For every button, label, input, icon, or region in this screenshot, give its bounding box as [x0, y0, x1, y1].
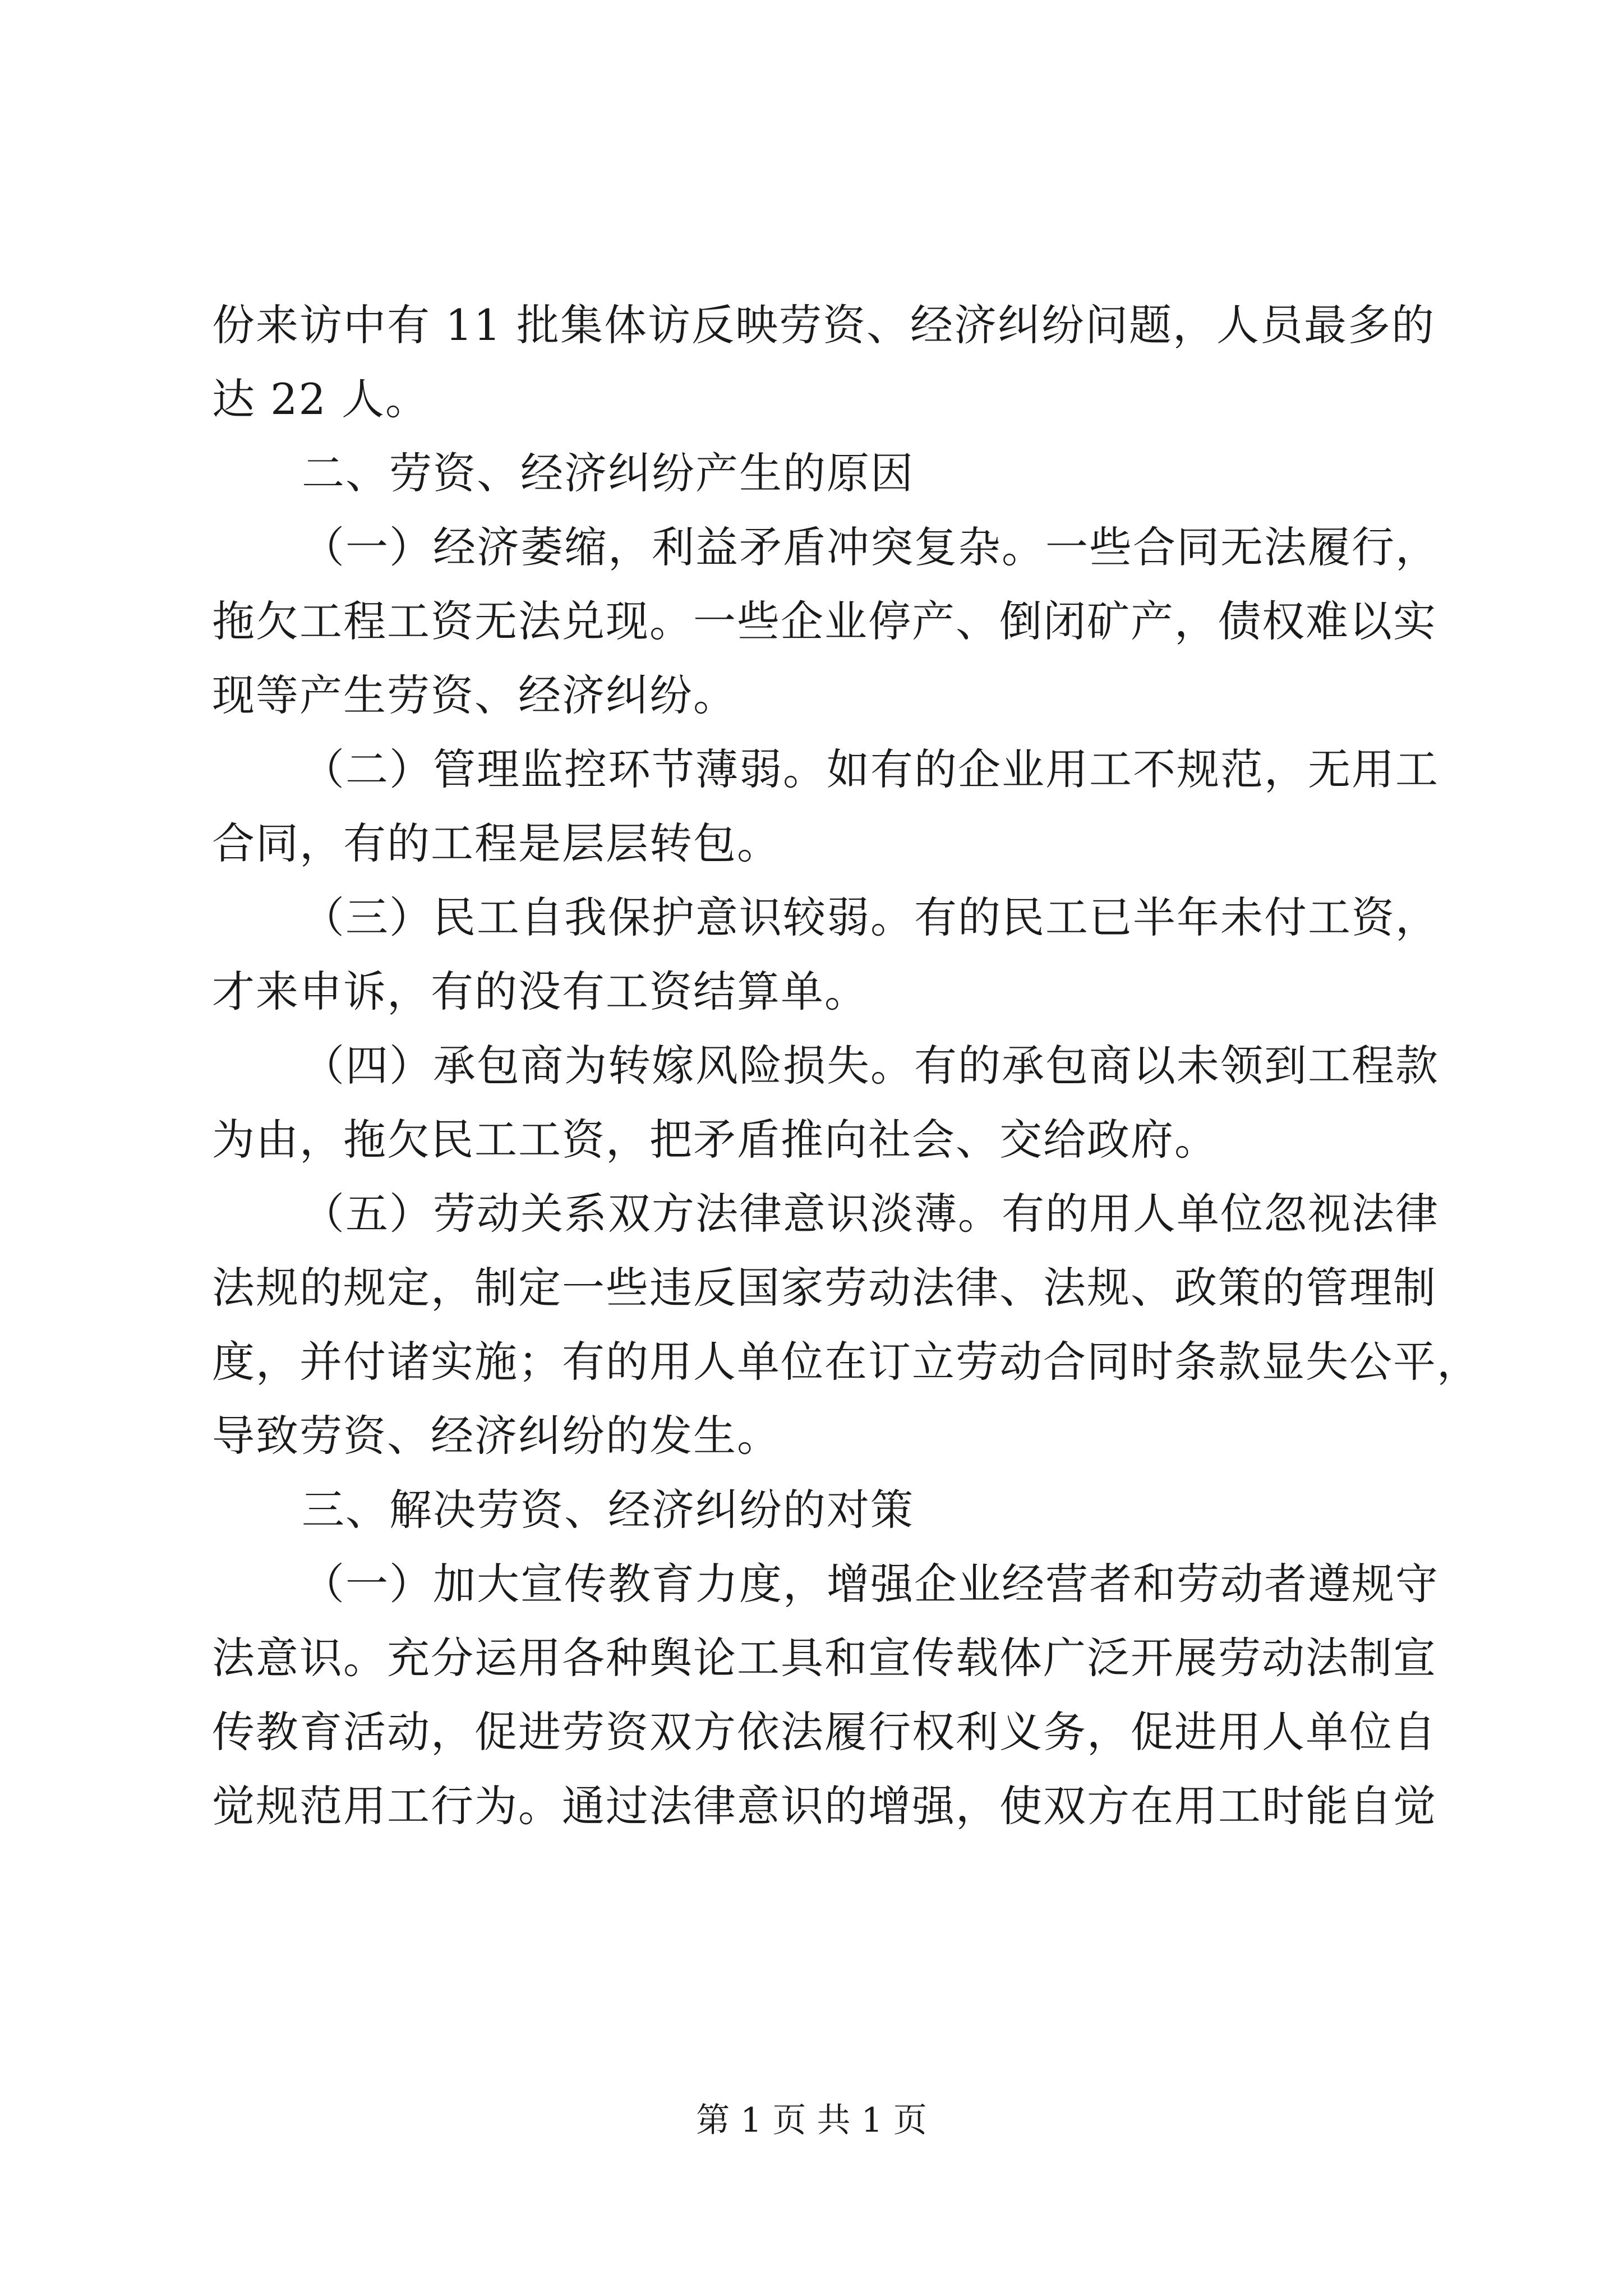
- text-line: 法规的规定，制定一些违反国家劳动法律、法规、政策的管理制: [212, 1263, 1437, 1313]
- section-heading: 二、劳资、经济纠纷产生的原因: [302, 448, 914, 498]
- text-line: （一）经济萎缩，利益矛盾冲突复杂。一些合同无法履行，: [302, 522, 1439, 572]
- text-line: 拖欠工程工资无法兑现。一些企业停产、倒闭矿产，债权难以实: [212, 596, 1437, 646]
- text-line: 法意识。充分运用各种舆论工具和宣传载体广泛开展劳动法制宣: [212, 1633, 1437, 1683]
- text-line: 导致劳资、经济纠纷的发生。: [212, 1411, 781, 1461]
- text-line: 传教育活动，促进劳资双方依法履行权利义务，促进用人单位自: [212, 1707, 1437, 1757]
- text-line: 觉规范用工行为。通过法律意识的增强，使双方在用工时能自觉: [212, 1781, 1437, 1831]
- text-line: 才来申诉，有的没有工资结算单。: [212, 967, 868, 1016]
- text-line: （一）加大宣传教育力度，增强企业经营者和劳动者遵规守: [302, 1559, 1439, 1609]
- text-line: （五）劳动关系双方法律意识淡薄。有的用人单位忽视法律: [302, 1189, 1439, 1239]
- page-number-footer: 第 1 页 共 1 页: [696, 2101, 927, 2140]
- text-line: 现等产生劳资、经济纠纷。: [212, 670, 737, 720]
- section-heading: 三、解决劳资、经济纠纷的对策: [302, 1485, 914, 1535]
- text-line: （三）民工自我保护意识较弱。有的民工已半年未付工资，: [302, 892, 1439, 942]
- text-line: 达 22 人。: [212, 374, 430, 424]
- text-line: （二）管理监控环节薄弱。如有的企业用工不规范，无用工: [302, 744, 1439, 794]
- text-line: 合同，有的工程是层层转包。: [212, 818, 781, 868]
- text-line: 度，并付诸实施；有的用人单位在订立劳动合同时条款显失公平，: [212, 1337, 1481, 1387]
- text-line: 为由，拖欠民工工资，把矛盾推向社会、交给政府。: [212, 1115, 1218, 1165]
- text-line: （四）承包商为转嫁风险损失。有的承包商以未领到工程款: [302, 1041, 1439, 1091]
- text-line: 份来访中有 11 批集体访反映劳资、经济纠纷问题，人员最多的: [212, 300, 1436, 350]
